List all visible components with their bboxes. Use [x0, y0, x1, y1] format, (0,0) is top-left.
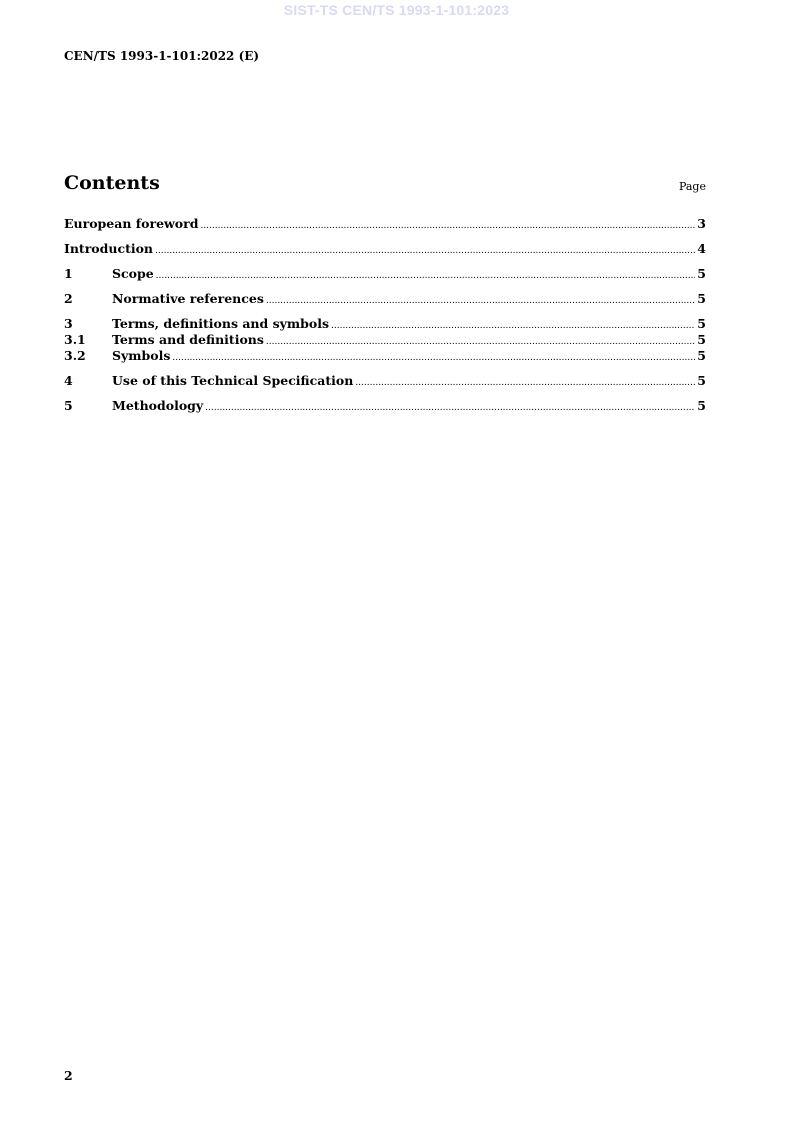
- toc-entry-title: Scope: [112, 266, 154, 281]
- toc-entry-title: Normative references: [112, 291, 264, 306]
- toc-entry-number: 4: [64, 373, 73, 388]
- toc-entry-title: Terms and definitions: [112, 332, 264, 347]
- toc-entry-title: Terms, definitions and symbols: [112, 316, 329, 331]
- toc-entry-title: Methodology: [112, 398, 204, 413]
- leader-dots: [156, 268, 696, 284]
- toc-entry-normative-references[interactable]: [64, 291, 706, 307]
- toc-entry-number: 2: [64, 291, 73, 306]
- toc-entry-page: 5: [697, 348, 706, 363]
- leader-dots: [266, 293, 695, 309]
- table-of-contents: [64, 216, 706, 414]
- page-number: 2: [64, 1068, 73, 1083]
- toc-entry-title: Symbols: [112, 348, 171, 363]
- toc-entry-title: Introduction: [64, 241, 154, 256]
- leader-dots: [355, 375, 695, 391]
- toc-entry-page: 5: [697, 398, 706, 413]
- toc-entry-page: 5: [697, 266, 706, 281]
- toc-entry-use-of-ts[interactable]: [64, 373, 706, 389]
- leader-dots: [172, 350, 695, 366]
- contents-heading: Contents: [64, 172, 160, 194]
- toc-entry-number: 3: [64, 316, 73, 331]
- toc-entry-methodology[interactable]: [64, 398, 706, 414]
- toc-entry-european-foreword[interactable]: [64, 216, 706, 232]
- leader-dots: [266, 334, 695, 350]
- leader-dots: [200, 218, 695, 234]
- toc-entry-terms-definitions-symbols[interactable]: [64, 316, 706, 332]
- toc-entry-introduction[interactable]: [64, 241, 706, 257]
- toc-entry-number: 1: [64, 266, 73, 281]
- toc-entry-page: 5: [697, 373, 706, 388]
- leader-dots: [331, 318, 695, 334]
- toc-entry-page: 5: [697, 316, 706, 331]
- toc-entry-number: 3.2: [64, 348, 86, 363]
- watermark: SIST-TS CEN/TS 1993-1-101:2023: [283, 2, 510, 18]
- toc-entry-page: 4: [697, 241, 706, 256]
- document-id: CEN/TS 1993-1-101:2022 (E): [64, 49, 260, 63]
- toc-entry-number: 5: [64, 398, 73, 413]
- leader-dots: [205, 400, 695, 416]
- leader-dots: [155, 243, 695, 259]
- toc-entry-terms-and-definitions[interactable]: [64, 332, 706, 348]
- page-column-label: Page: [678, 180, 706, 193]
- toc-entry-symbols[interactable]: [64, 348, 706, 364]
- toc-entry-page: 5: [697, 332, 706, 347]
- toc-entry-title: Use of this Technical Specification: [112, 373, 354, 388]
- toc-entry-title: European foreword: [64, 216, 199, 231]
- toc-entry-page: 3: [697, 216, 706, 231]
- toc-entry-scope[interactable]: [64, 266, 706, 282]
- toc-entry-page: 5: [697, 291, 706, 306]
- toc-entry-number: 3.1: [64, 332, 86, 347]
